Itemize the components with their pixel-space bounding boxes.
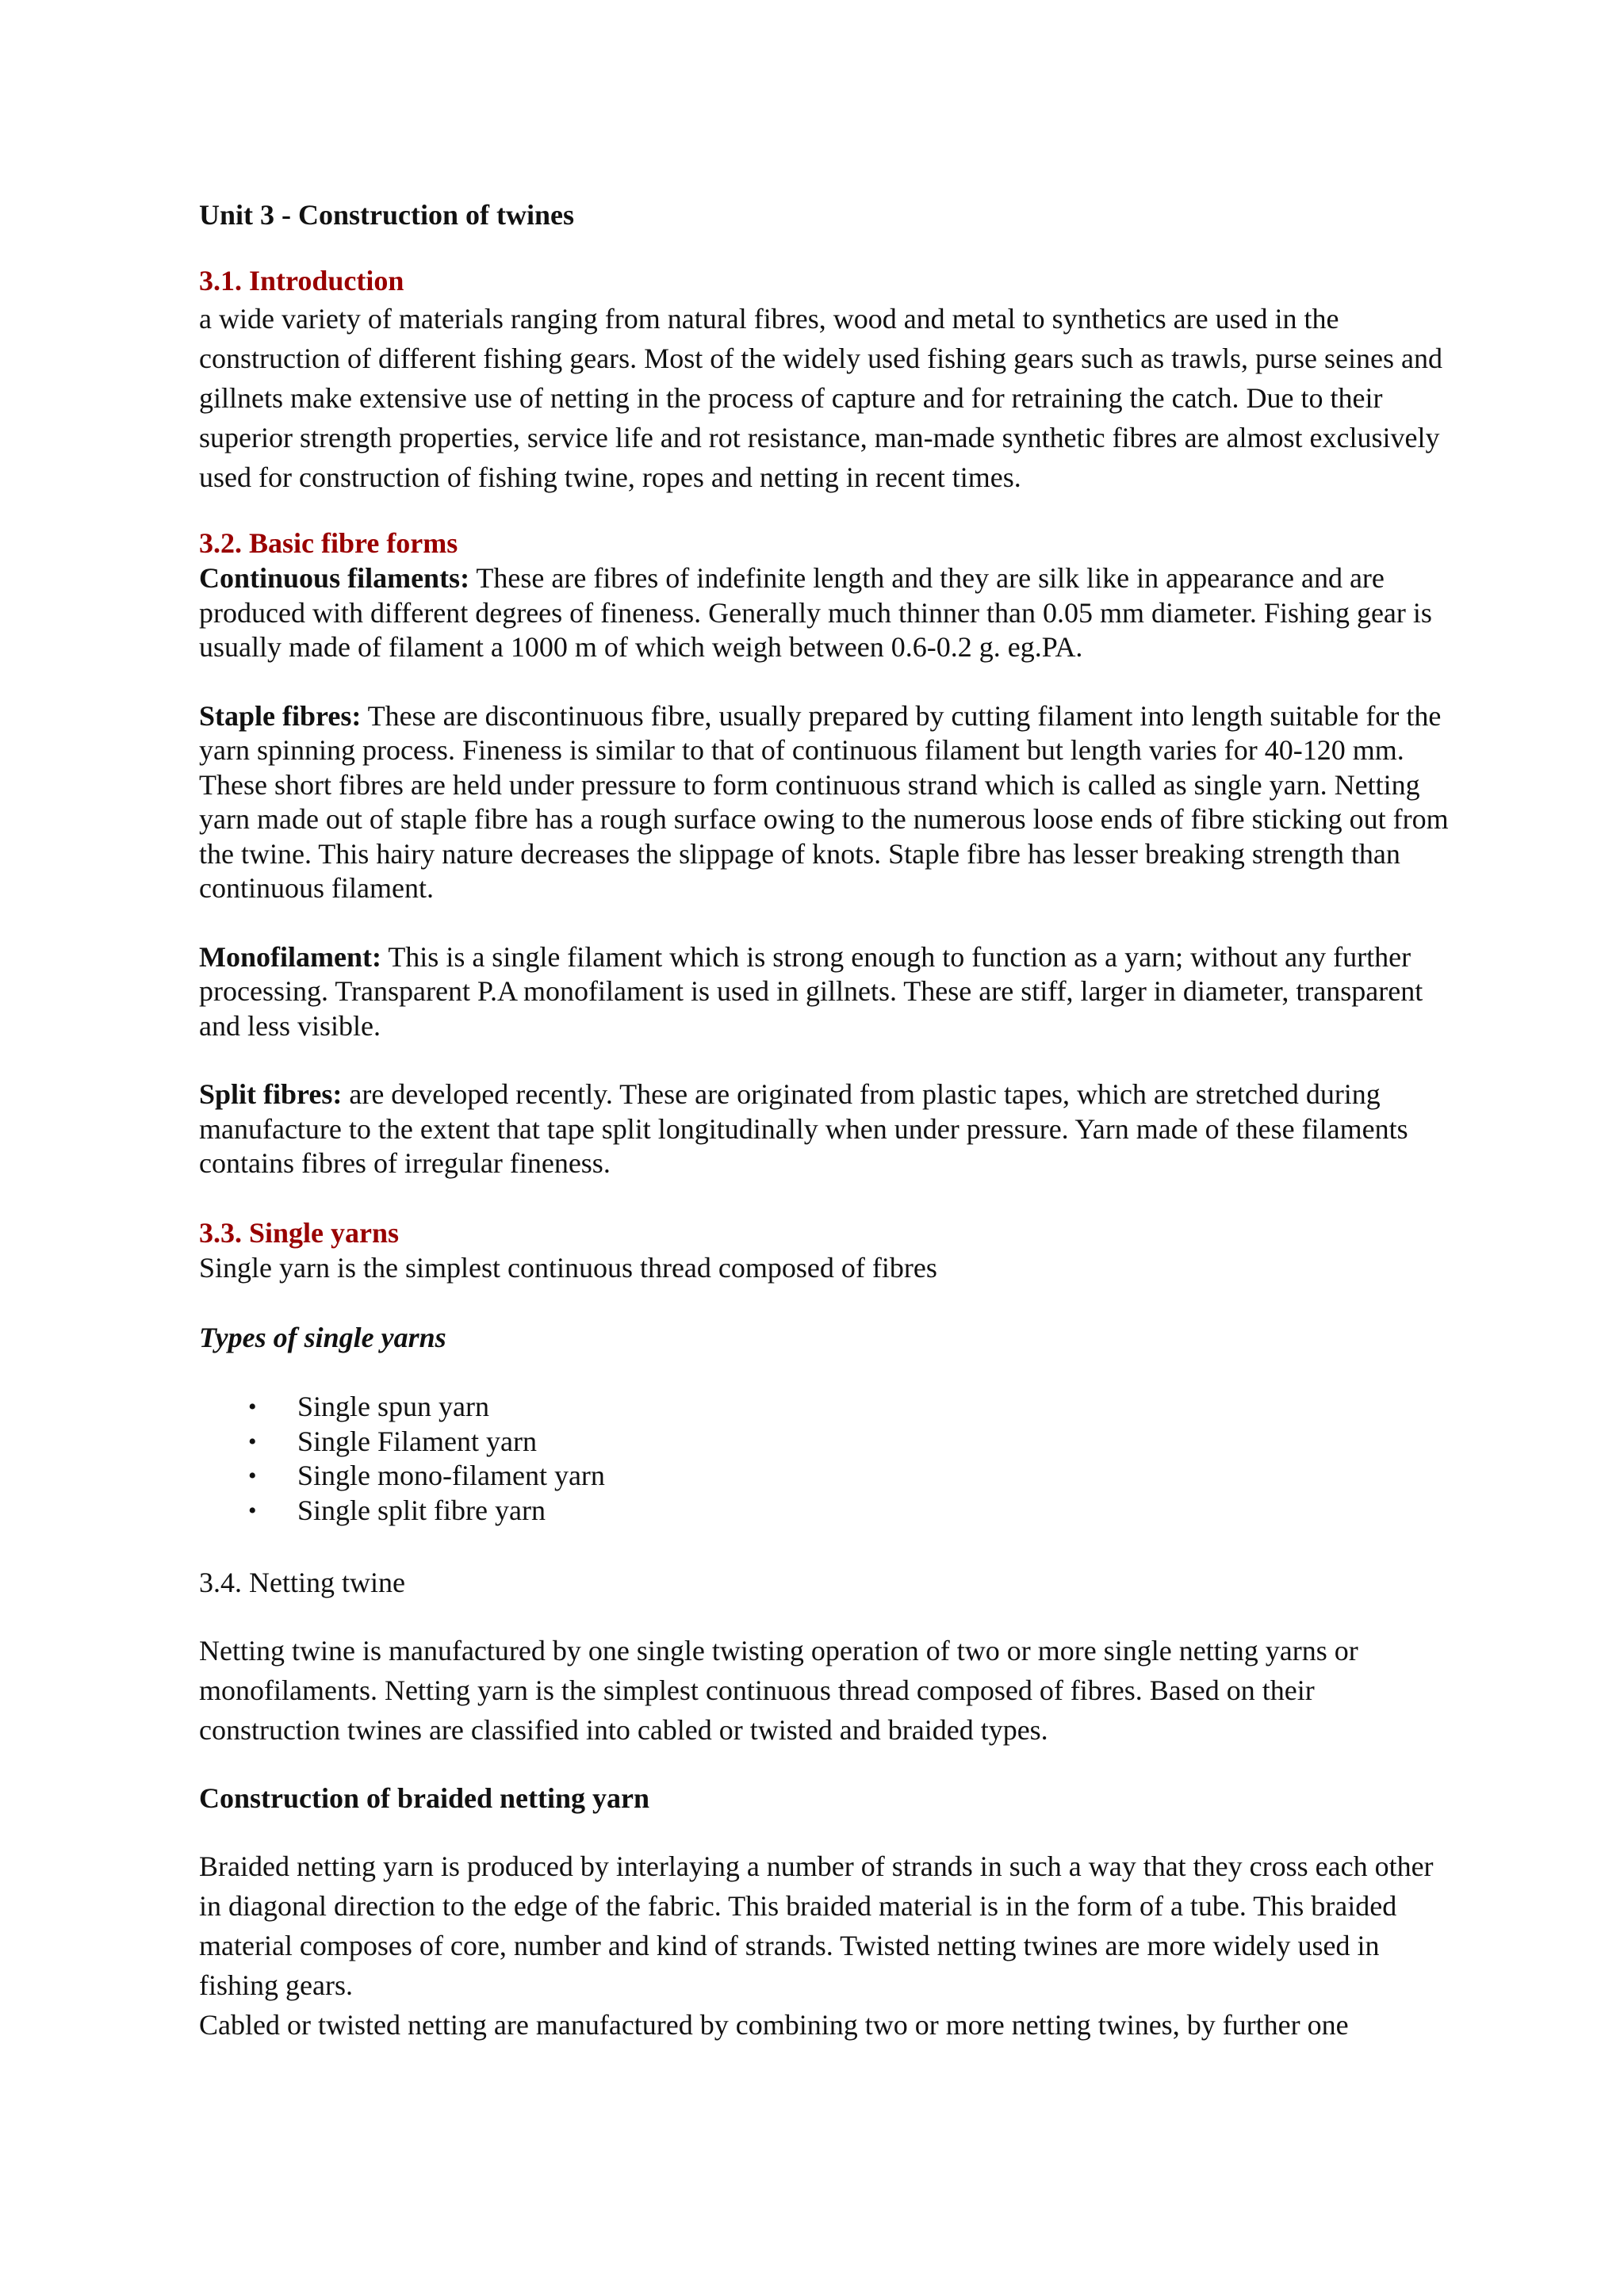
continuous-filaments-term: Continuous filaments: — [199, 562, 470, 594]
list-item-label: Single mono-filament yarn — [297, 1460, 605, 1491]
list-item — [248, 1390, 1452, 1425]
section-heading-netting-twine: 3.4. Netting twine — [199, 1567, 405, 1598]
staple-fibres-paragraph — [199, 699, 1452, 906]
split-fibres-term: Split fibres: — [199, 1078, 343, 1110]
bullet-icon: • — [248, 1428, 257, 1455]
staple-fibres-term: Staple fibres: — [199, 699, 362, 732]
document-body — [199, 195, 1452, 2045]
introduction-paragraph: a wide variety of materials ranging from natural fibres, wood and metal to synthetics are used in the construction of different fishing gears. Most of the widely used fishing gears such as trawls, purse seines and gillnets make extensive use of netting in the process of capture and for retraining the catch. Due to their superior strength properties, service life and rot resistance, man-made synthetic fibres are almost exclusively used for construction of fishing twine, ropes and netting in recent times. — [199, 303, 1442, 493]
split-fibres-text: are developed recently. These are originated from plastic tapes, which are stretched during manufacture to the extent that tape split longitudinally when under pressure. Yarn made of these filaments contains fibres of irregular fineness. — [199, 1078, 1408, 1179]
section-heading-introduction: 3.1. Introduction — [199, 265, 404, 297]
braided-netting-yarn-paragraph: Braided netting yarn is produced by interlaying a number of strands in such a way that they cross each other in diagonal direction to the edge of the fabric. This braided material is in the form of a tube. This braided material composes of core, number and kind of strands. Twisted netting twines are more widely used in fishing gears. — [199, 1850, 1434, 2001]
list-item — [248, 1459, 1452, 1494]
single-yarns-paragraph: Single yarn is the simplest continuous thread composed of fibres — [199, 1251, 937, 1284]
staple-fibres-text: These are discontinuous fibre, usually prepared by cutting filament into length suitable for the yarn spinning process. Fineness is similar to that of continuous filament but length varies for 40-120 mm. These short fibres are held under pressure to form continuous strand which is called as single yarn. Netting yarn made out of staple fibre has a rough surface owing to the numerous loose ends of fibre sticking out from the twine. This hairy nature decreases the slippage of knots. Staple fibre has lesser breaking strength than continuous filament. — [199, 699, 1449, 904]
list-item-label: Single spun yarn — [297, 1391, 489, 1422]
continuous-filaments-paragraph — [199, 561, 1452, 665]
monofilament-paragraph — [199, 940, 1452, 1044]
monofilament-text: This is a single filament which is strong enough to function as a yarn; without any further processing. Transparent P.A monofilament is used in gillnets. These are stiff, larger in diameter, transparent and less visible. — [199, 940, 1423, 1042]
cabled-netting-paragraph: Cabled or twisted netting are manufactured by combining two or more netting twines, by further one — [199, 2009, 1349, 2041]
section-heading-single-yarns: 3.3. Single yarns — [199, 1216, 400, 1249]
split-fibres-paragraph — [199, 1077, 1452, 1181]
list-item — [248, 1425, 1452, 1460]
continuous-filaments-text: These are fibres of indefinite length and they are silk like in appearance and are produced with different degrees of fineness. Generally much thinner than 0.05 mm diameter. Fishing gear is usually made of filament a 1000 m of which weigh between 0.6-0.2 g. eg.PA. — [199, 562, 1432, 663]
braided-netting-yarn-heading: Construction of braided netting yarn — [199, 1782, 650, 1814]
unit-title: Unit 3 - Construction of twines — [199, 199, 574, 231]
list-item-label: Single split fibre yarn — [297, 1494, 546, 1526]
single-yarn-types-list — [199, 1390, 1452, 1528]
netting-twine-paragraph: Netting twine is manufactured by one single twisting operation of two or more single netting yarns or monofilaments. Netting yarn is the simplest continuous thread composed of fibres. Based on their construction twines are classified into cabled or twisted and braided types. — [199, 1635, 1358, 1746]
list-item-label: Single Filament yarn — [297, 1425, 537, 1457]
list-item — [248, 1494, 1452, 1529]
section-heading-basic-fibre-forms: 3.2. Basic fibre forms — [199, 527, 458, 559]
types-of-single-yarns-heading: Types of single yarns — [199, 1322, 446, 1353]
monofilament-term: Monofilament: — [199, 940, 381, 973]
bullet-icon: • — [248, 1394, 257, 1420]
bullet-icon: • — [248, 1497, 257, 1524]
bullet-icon: • — [248, 1463, 257, 1489]
